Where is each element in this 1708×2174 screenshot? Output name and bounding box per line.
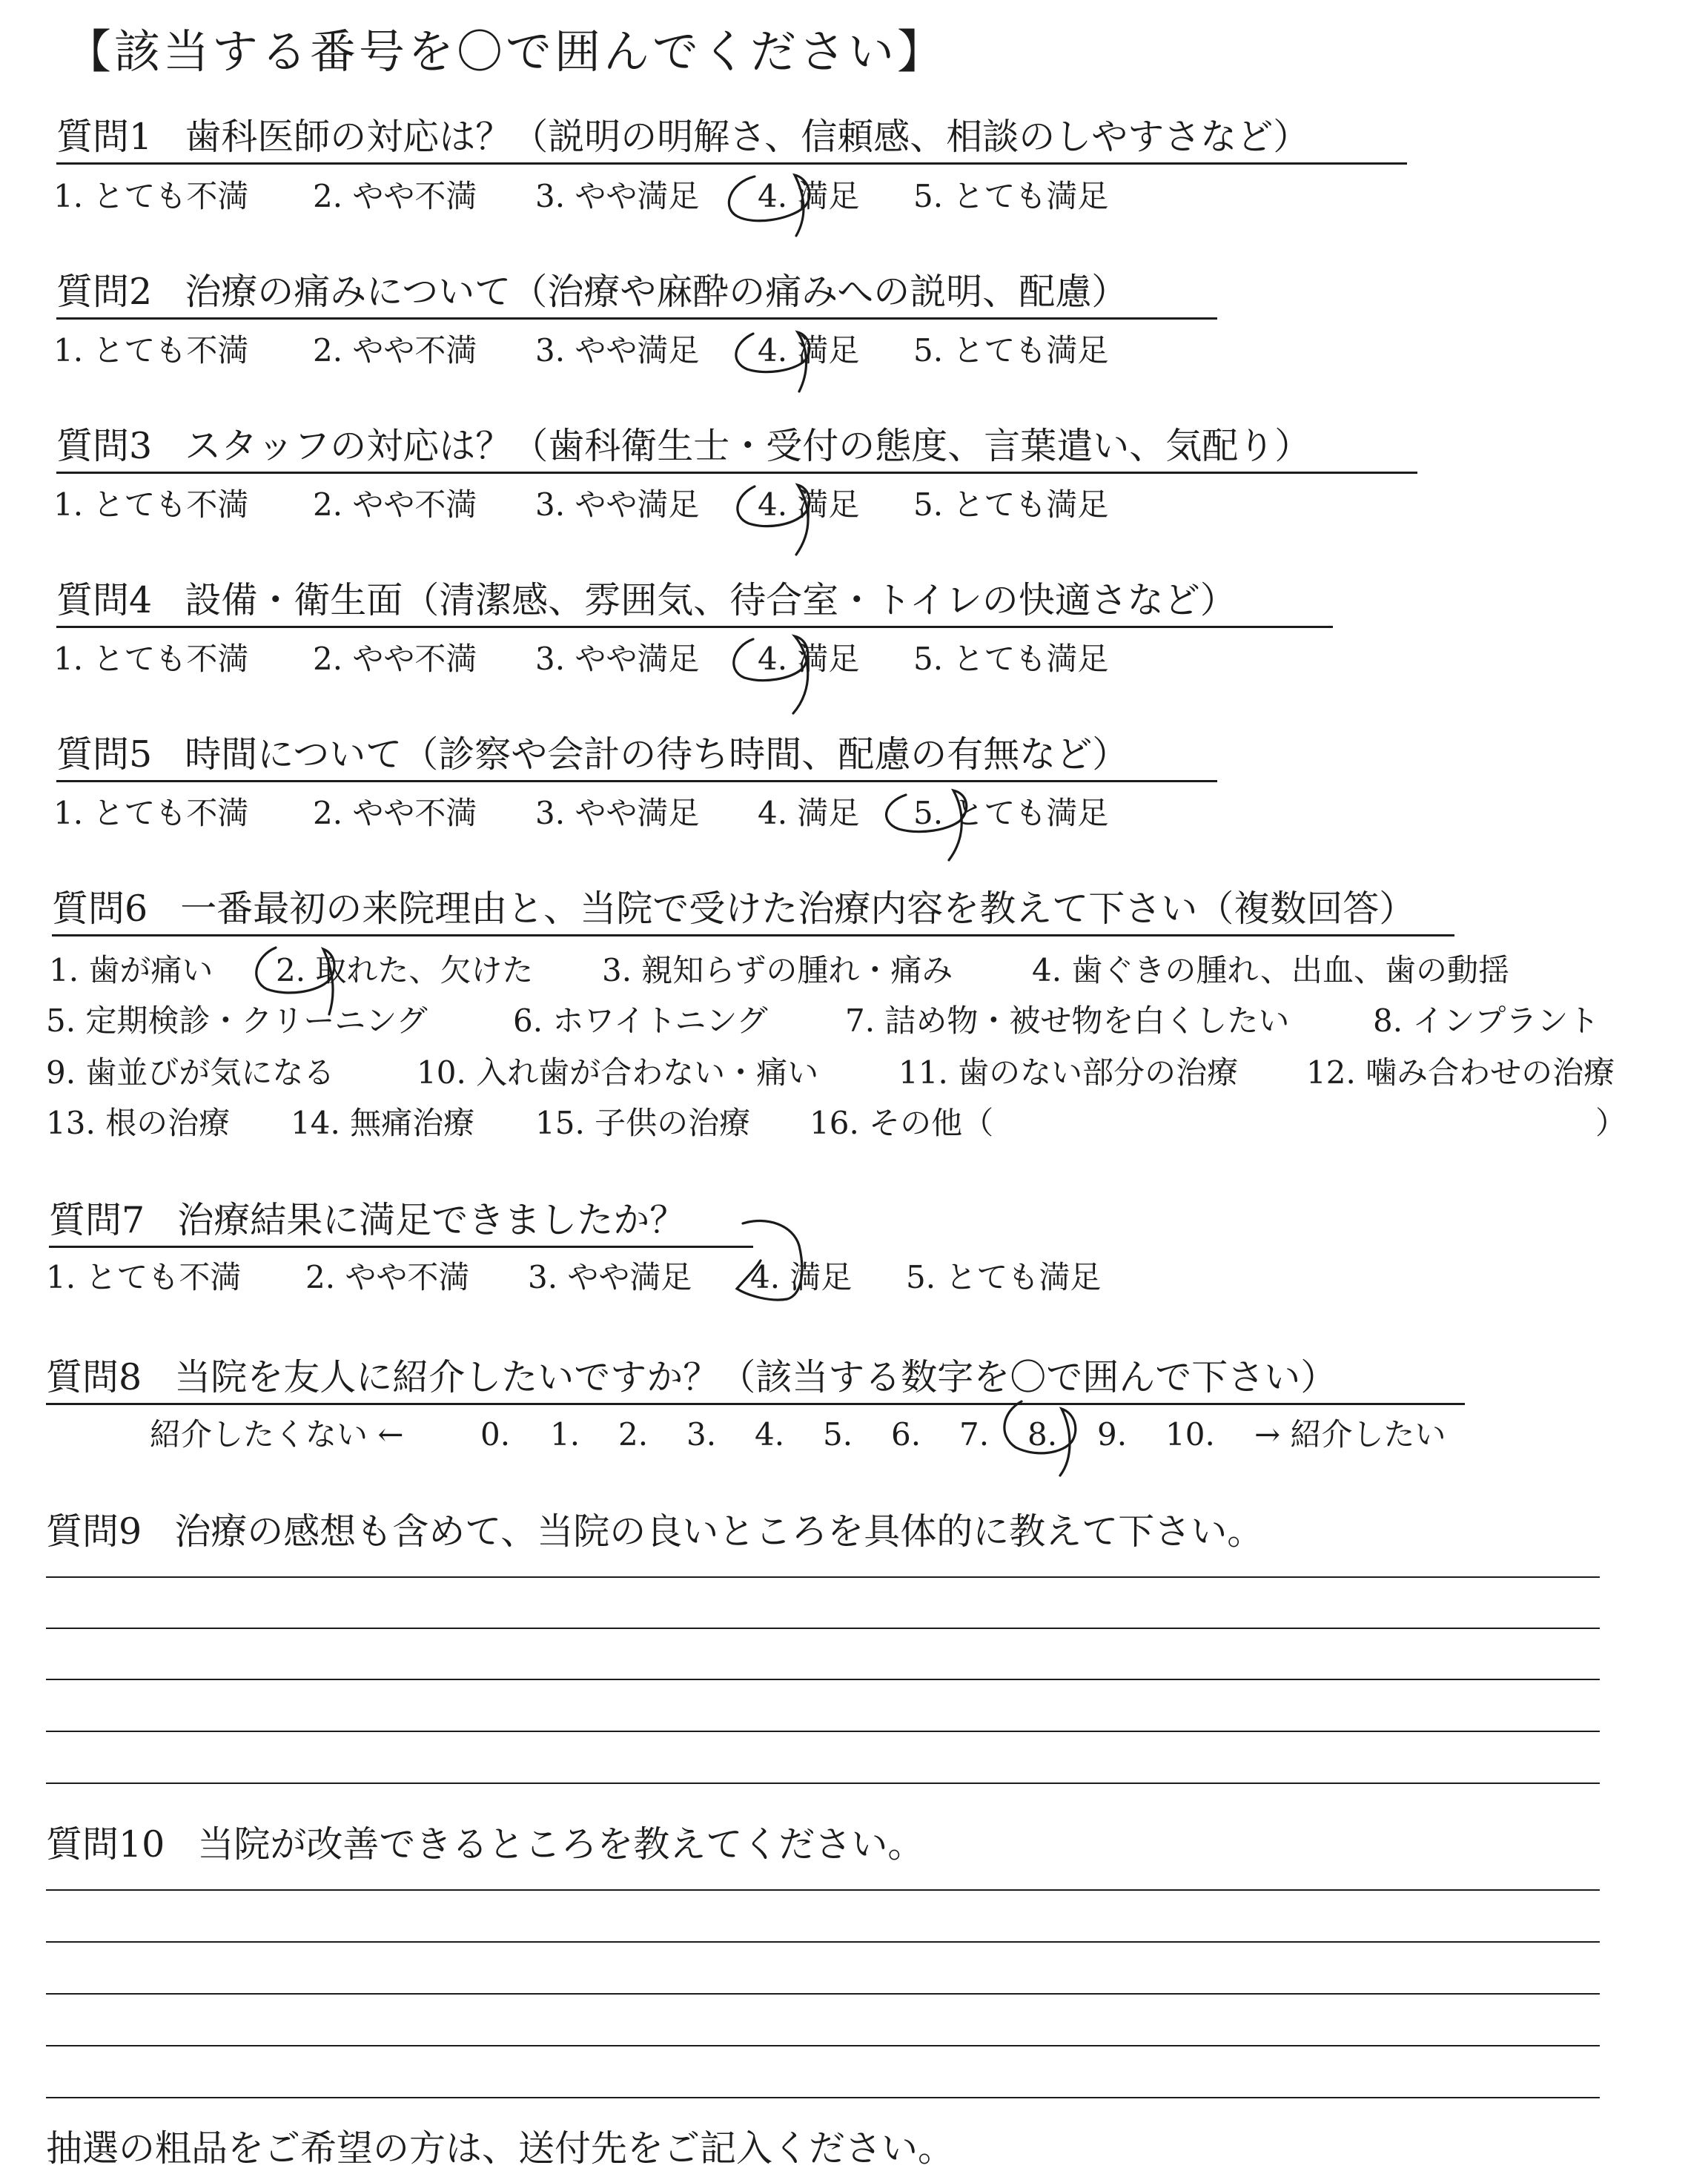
q10-answer-line[interactable] (46, 1941, 1600, 1943)
q6-option-12[interactable]: 12. 噛み合わせの治療 (1306, 1054, 1615, 1091)
question-2-label: 質問2 (56, 271, 153, 313)
q8-score-3[interactable]: 3. (686, 1416, 717, 1453)
q8-score-7[interactable]: 7. (959, 1416, 990, 1453)
q4-option-4[interactable]: 4. 満足 (758, 641, 860, 677)
q6-option-2[interactable]: 2. 取れた、欠けた (276, 952, 534, 988)
q4-option-1[interactable]: 1. とても不満 (53, 641, 249, 677)
q9-answer-line[interactable] (46, 1731, 1600, 1732)
q8-score-5[interactable]: 5. (823, 1416, 853, 1453)
question-7-title (49, 1198, 753, 1248)
question-2-title (56, 270, 1217, 320)
question-3-title (56, 424, 1417, 474)
q3-option-2[interactable]: 2. やや不満 (313, 486, 477, 523)
question-7-text: 治療結果に満足できましたか？ (177, 1199, 686, 1241)
q6-option-14[interactable]: 14. 無痛治療 (291, 1105, 475, 1141)
q6-option-10[interactable]: 10. 入れ歯が合わない・痛い (417, 1054, 819, 1091)
q5-option-5[interactable]: 5. とても満足 (913, 795, 1109, 831)
q6-option-9[interactable]: 9. 歯並びが気になる (46, 1054, 335, 1091)
question-8-label: 質問8 (46, 1356, 142, 1398)
question-4-title (56, 578, 1333, 628)
question-6-text: 一番最初の来院理由と、当院で受けた治療内容を教えて下さい（複数回答） (180, 888, 1416, 930)
q4-option-2[interactable]: 2. やや不満 (313, 641, 477, 677)
q9-answer-line[interactable] (46, 1576, 1600, 1578)
q4-option-3[interactable]: 3. やや満足 (535, 641, 700, 677)
q2-option-5[interactable]: 5. とても満足 (913, 332, 1109, 369)
q1-option-5[interactable]: 5. とても満足 (913, 178, 1109, 214)
q8-right-label: → 紹介したい (1254, 1416, 1446, 1453)
q10-answer-line[interactable] (46, 1889, 1600, 1891)
q7-option-1[interactable]: 1. とても不満 (46, 1259, 242, 1295)
question-3-label: 質問3 (56, 425, 153, 467)
q7-option-3[interactable]: 3. やや満足 (528, 1259, 692, 1295)
q10-answer-line[interactable] (46, 1993, 1600, 1995)
q10-answer-line[interactable] (46, 2097, 1600, 2098)
q6-option-1[interactable]: 1. 歯が痛い (49, 952, 214, 988)
question-3-text: スタッフの対応は？（歯科衛生士・受付の態度、言葉遣い、気配り） (185, 425, 1311, 467)
q2-option-2[interactable]: 2. やや不満 (313, 332, 477, 369)
question-1-title (56, 115, 1407, 165)
q1-option-2[interactable]: 2. やや不満 (313, 178, 477, 214)
question-6-title (52, 887, 1454, 936)
q7-option-4[interactable]: 4. 満足 (750, 1259, 853, 1295)
q7-option-5[interactable]: 5. とても満足 (906, 1259, 1102, 1295)
q6-option-4[interactable]: 4. 歯ぐきの腫れ、出血、歯の動揺 (1032, 952, 1509, 988)
q6-option-16[interactable]: 16. その他（ (810, 1105, 994, 1141)
q4-option-5[interactable]: 5. とても満足 (913, 641, 1109, 677)
q6-option-8[interactable]: 8. インプラント (1373, 1002, 1600, 1039)
q8-score-8[interactable]: 8. (1027, 1416, 1058, 1453)
q5-option-1[interactable]: 1. とても不満 (53, 795, 249, 831)
q8-score-9[interactable]: 9. (1097, 1416, 1128, 1453)
question-10-text: 当院が改善できるところを教えてください。 (197, 1823, 924, 1866)
question-1-label: 質問1 (56, 116, 153, 158)
question-9-text: 治療の感想も含めて、当院の良いところを具体的に教えて下さい。 (174, 1510, 1264, 1553)
question-9-label: 質問9 (46, 1510, 142, 1553)
question-5-label: 質問5 (56, 733, 153, 776)
q9-answer-line[interactable] (46, 1783, 1600, 1784)
form-instructions-header: 【該当する番号を〇で囲んでください】 (65, 24, 947, 79)
q5-option-4[interactable]: 4. 満足 (758, 795, 860, 831)
question-4-label: 質問4 (56, 579, 153, 621)
q6-option-5[interactable]: 5. 定期検診・クリーニング (46, 1002, 428, 1039)
question-6-label: 質問6 (52, 888, 148, 930)
q8-score-10[interactable]: 10. (1165, 1416, 1215, 1453)
q1-option-3[interactable]: 3. やや満足 (535, 178, 700, 214)
question-8-text: 当院を友人に紹介したいですか？（該当する数字を〇で囲んで下さい） (174, 1356, 1337, 1398)
q1-option-1[interactable]: 1. とても不満 (53, 178, 249, 214)
q6-option-15[interactable]: 15. 子供の治療 (535, 1105, 751, 1141)
q8-score-4[interactable]: 4. (755, 1416, 785, 1453)
q2-option-1[interactable]: 1. とても不満 (53, 332, 249, 369)
q6-other-close-paren: ） (1595, 1105, 1627, 1141)
q10-answer-line[interactable] (46, 2045, 1600, 2046)
footer-prize-instructions: 抽選の粗品をご希望の方は、送付先をご記入ください。 (46, 2127, 955, 2170)
q2-option-3[interactable]: 3. やや満足 (535, 332, 700, 369)
q3-option-5[interactable]: 5. とても満足 (913, 486, 1109, 523)
q8-left-label: 紹介したくない ← (150, 1416, 404, 1453)
question-5-text: 時間について（診察や会計の待ち時間、配慮の有無など） (185, 733, 1129, 776)
q2-option-4[interactable]: 4. 満足 (758, 332, 860, 369)
q9-answer-line[interactable] (46, 1628, 1600, 1629)
q8-score-1[interactable]: 1. (550, 1416, 580, 1453)
question-10-title (46, 1823, 924, 1870)
q3-option-3[interactable]: 3. やや満足 (535, 486, 700, 523)
q9-answer-line[interactable] (46, 1679, 1600, 1680)
q1-option-4[interactable]: 4. 満足 (758, 178, 860, 214)
question-5-title (56, 733, 1217, 782)
question-9-title (46, 1510, 1263, 1557)
q3-option-1[interactable]: 1. とても不満 (53, 486, 249, 523)
question-4-text: 設備・衛生面（清潔感、雰囲気、待合室・トイレの快適さなど） (185, 579, 1237, 621)
q6-option-6[interactable]: 6. ホワイトニング (513, 1002, 768, 1039)
question-2-text: 治療の痛みについて（治療や麻酔の痛みへの説明、配慮） (185, 271, 1128, 313)
q7-option-2[interactable]: 2. やや不満 (305, 1259, 470, 1295)
question-8-title (46, 1355, 1465, 1405)
question-10-label: 質問10 (46, 1823, 165, 1866)
question-7-label: 質問7 (49, 1199, 145, 1241)
q6-option-3[interactable]: 3. 親知らずの腫れ・痛み (602, 952, 953, 988)
q5-option-2[interactable]: 2. やや不満 (313, 795, 477, 831)
q6-option-7[interactable]: 7. 詰め物・被せ物を白くしたい (845, 1002, 1290, 1039)
q3-option-4[interactable]: 4. 満足 (758, 486, 860, 523)
q8-score-2[interactable]: 2. (618, 1416, 649, 1453)
q8-score-6[interactable]: 6. (891, 1416, 921, 1453)
q6-option-11[interactable]: 11. 歯のない部分の治療 (898, 1054, 1239, 1091)
q5-option-3[interactable]: 3. やや満足 (535, 795, 700, 831)
q6-option-13[interactable]: 13. 根の治療 (46, 1105, 231, 1141)
question-1-text: 歯科医師の対応は？（説明の明解さ、信頼感、相談のしやすさなど） (185, 116, 1310, 158)
q8-score-0[interactable]: 0. (480, 1416, 511, 1453)
